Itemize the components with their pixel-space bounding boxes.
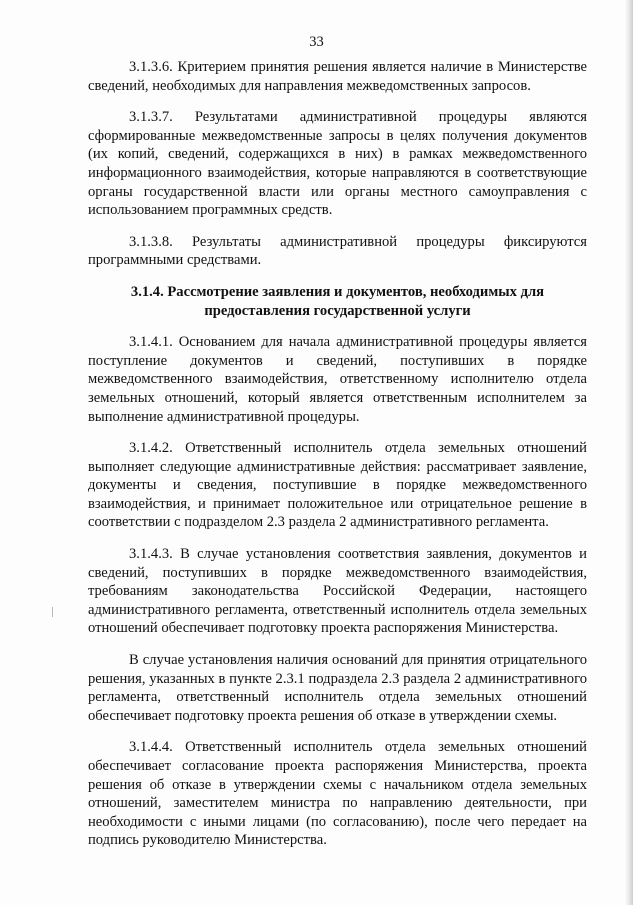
scan-edge-shadow	[625, 0, 633, 905]
margin-mark	[52, 607, 53, 617]
paragraph-3-1-4-2: 3.1.4.2. Ответственный исполнитель отдела земельных отношений выполняет следующие административные действия: рассматривает заявление, документы и сведения, поступившие в порядке межведомственного взаимодействия, и принимает положительное или отрицательное решение в соответствии с подразделом 2.3 раздела 2 административного регламента.	[88, 440, 587, 531]
section-heading-3-1-4: 3.1.4. Рассмотрение заявления и документов, необходимых для предоставления государственной услуги	[130, 283, 545, 319]
paragraph-refusal-case: В случае установления наличия оснований для принятия отрицательного решения, указанных в пункте 2.3.1 подраздела 2.3 раздела 2 административного регламента, ответственный исполнитель отдела земельных отношений обеспечивает подготовку проекта решения об отказе в утверждении схемы.	[88, 652, 587, 724]
paragraph-3-1-4-1: 3.1.4.1. Основанием для начала административной процедуры является поступление документов и сведений, поступивших в порядке межведомственного взаимодействия, ответственному исполнителю отдела земельных отношений, который является ответственным исполнителем за выполнение административной процедуры.	[88, 334, 587, 425]
paragraph-3-1-3-7: 3.1.3.7. Результатами административной процедуры являются сформированные межведомственные запросы в целях получения документов (их копий, сведений, содержащихся в них) в рамках межведомственного информационного взаимодействия, которые направляются в соответствующие органы государственной власти или органы местного самоуправления с использованием программных средств.	[88, 109, 587, 219]
page-number: 33	[309, 34, 324, 50]
paragraph-3-1-4-3: 3.1.4.3. В случае установления соответствия заявления, документов и сведений, поступивших в порядке межведомственного взаимодействия, требованиям законодательства Российской Федерации, настоящего административного регламента, ответственный исполнитель отдела земельных отношений обеспечивает подготовку проекта распоряжения Министерства.	[88, 546, 587, 637]
paragraph-3-1-4-4: 3.1.4.4. Ответственный исполнитель отдела земельных отношений обеспечивает согласование проекта распоряжения Министерства, проекта решения об отказе в утверждении схемы с начальником отдела земельных отношений, заместителем министра по направлению деятельности, при необходимости с иными лицами (по согласованию), после чего передает на подпись руководителю Министерства.	[88, 739, 587, 849]
document-body	[88, 58, 587, 863]
paragraph-3-1-3-6: 3.1.3.6. Критерием принятия решения является наличие в Министерстве сведений, необходимых для направления межведомственных запросов.	[88, 59, 587, 94]
paragraph-3-1-3-8: 3.1.3.8. Результаты административной процедуры фиксируются программными средствами.	[88, 233, 587, 269]
